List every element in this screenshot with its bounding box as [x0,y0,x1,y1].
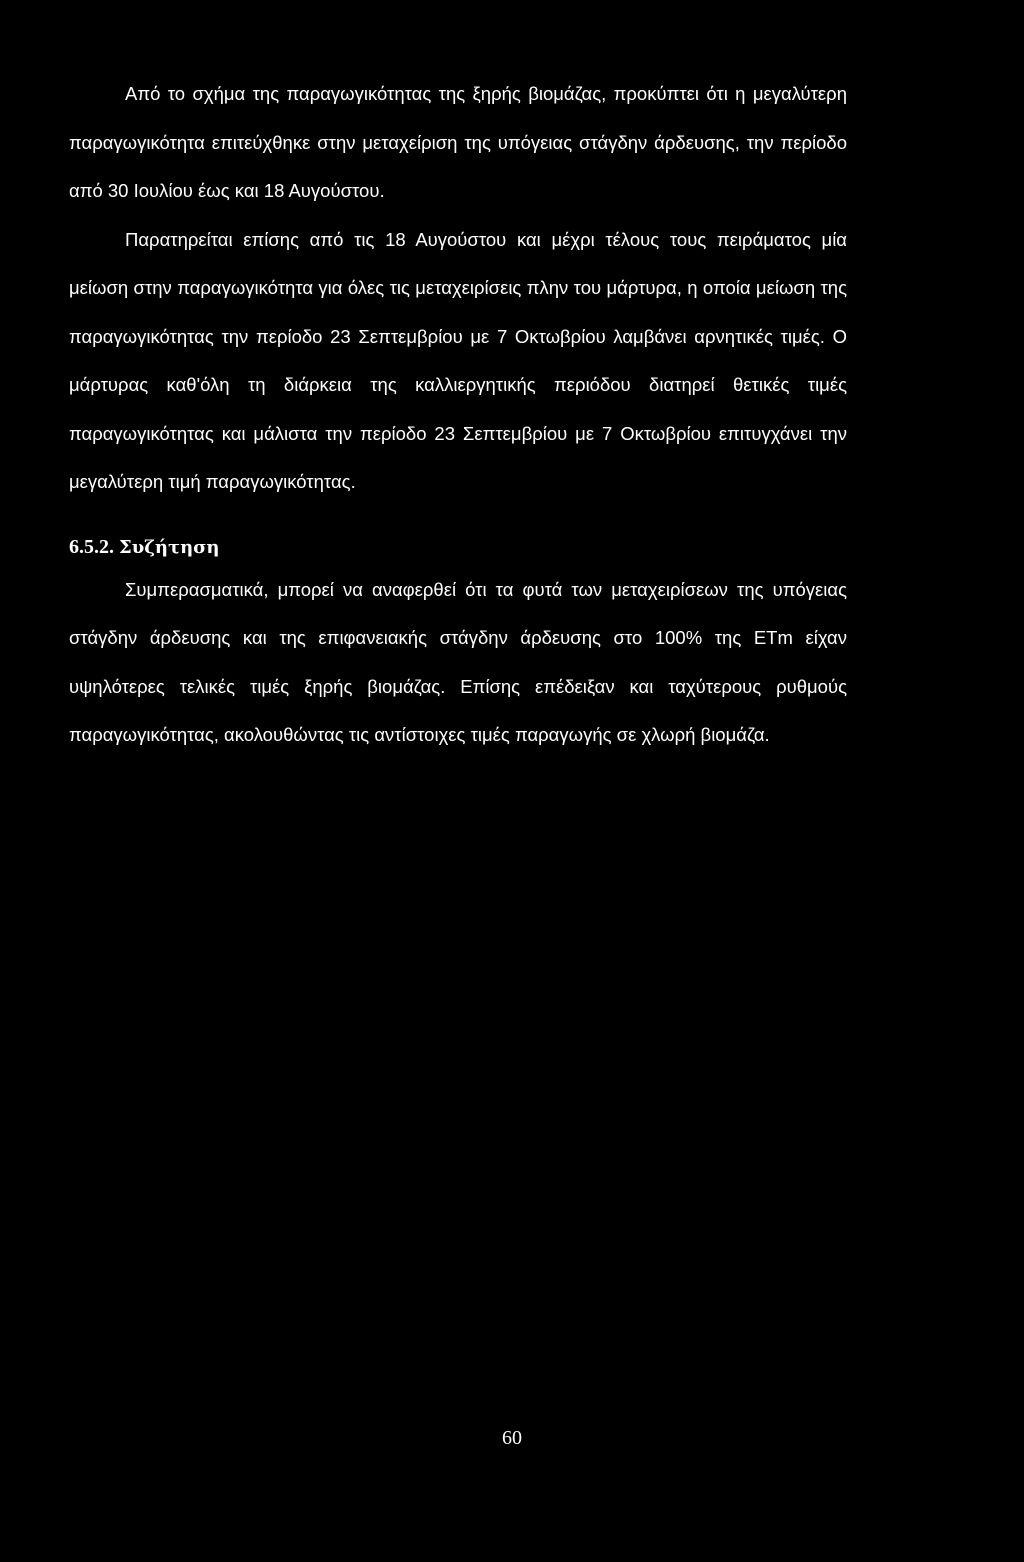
section-number: 6.5.2. [69,535,114,558]
section-heading [69,532,847,563]
document-body [69,70,847,760]
page-number: 60 [502,1427,522,1449]
paragraph-biomass-productivity: Από το σχήμα της παραγωγικότητας της ξηρής βιομάζας, προκύπτει ότι η μεγαλύτερη παραγωγικότητα επιτεύχθηκε στην μεταχείριση της υπόγειας στάγδην άρδευσης, την περίοδο από 30 Ιουλίου έως και 18 Αυγούστου. [69,83,847,201]
paragraph-discussion: Συμπερασματικά, μπορεί να αναφερθεί ότι τα φυτά των μεταχειρίσεων της υπόγειας στάγδην άρδευσης και της επιφανειακής στάγδην άρδευσης στο 100% της ETm είχαν υψηλότερες τελικές τιμές ξηρής βιομάζας. Επίσης επέδειξαν και ταχύτερους ρυθμούς παραγωγικότητας, ακολουθώντας τις αντίστοιχες τιμές παραγωγής σε χλωρή βιομάζα. [69,578,847,745]
section-title: Συζήτηση [119,536,220,558]
paragraph-productivity-decrease: Παρατηρείται επίσης από τις 18 Αυγούστου και μέχρι τέλους τους πειράματος μία μείωση στην παραγωγικότητα για όλες τις μεταχειρίσεις πλην του μάρτυρα, η οποία μείωση της παραγωγικότητας την περίοδο 23 Σεπτεμβρίου με 7 Οκτωβρίου λαμβάνει αρνητικές τιμές. Ο μάρτυρας καθ'όλη τη διάρκεια της καλλιεργητικής περιόδου διατηρεί θετικές τιμές παραγωγικότητας και μάλιστα την περίοδο 23 Σεπτεμβρίου με 7 Οκτωβρίου επιτυγχάνει την μεγαλύτερη τιμή παραγωγικότητας. [69,228,847,492]
